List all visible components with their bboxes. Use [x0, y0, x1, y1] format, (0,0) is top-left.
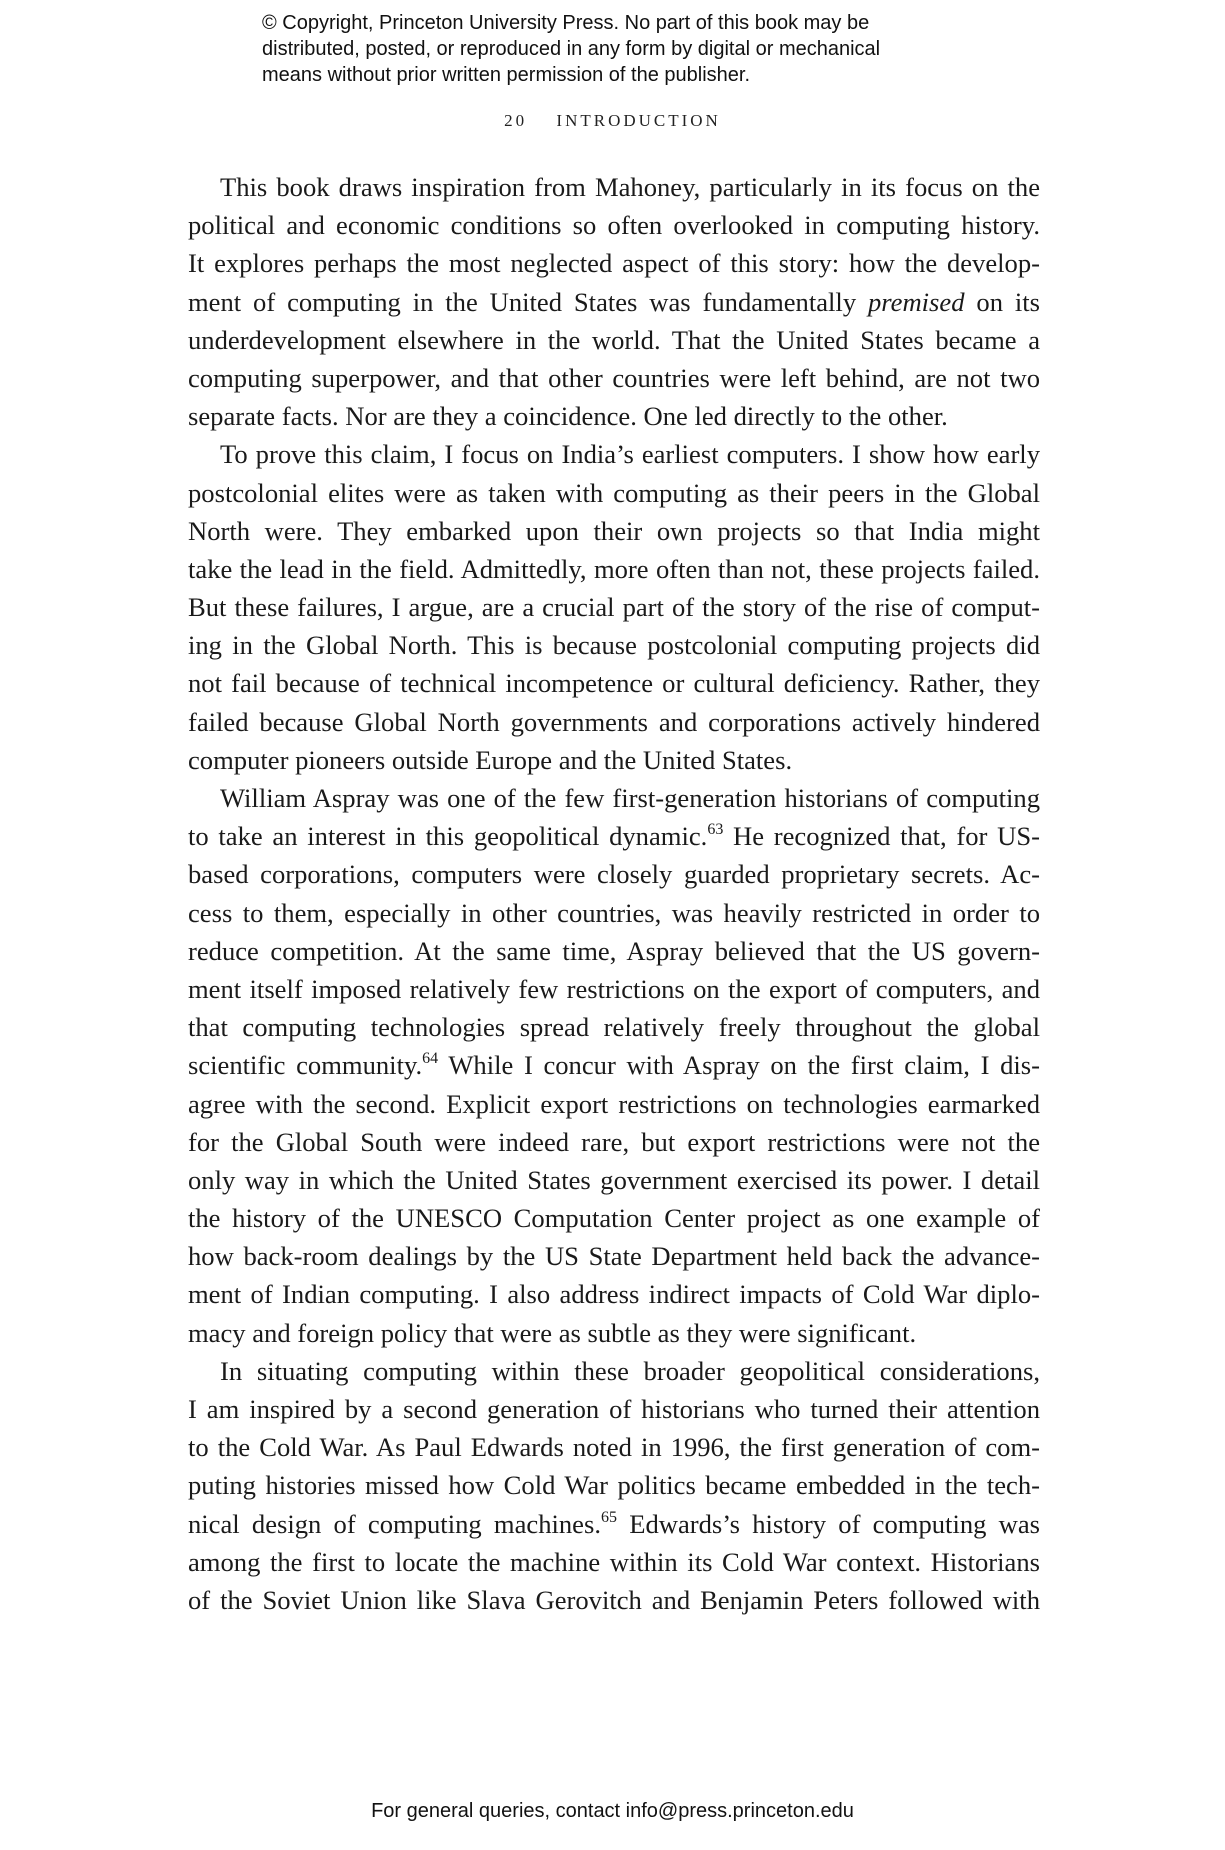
text-line: based corporations, computers were closely guarded proprietary secrets. Ac-	[188, 859, 1040, 890]
page-number: 20	[504, 111, 528, 130]
text-line: computing superpower, and that other countries were left behind, are not two	[188, 362, 1040, 393]
text-line: postcolonial elites were as taken with computing as their peers in the Global	[188, 477, 1040, 508]
text-line: failed because Global North governments and corporations actively hindered	[188, 706, 1040, 737]
text-line: ment itself imposed relatively few restrictions on the export of computers, and	[188, 973, 1040, 1004]
text-line: take the lead in the field. Admittedly, more often than not, these projects failed.	[188, 553, 1040, 584]
text-line: In situating computing within these broader geopolitical considerations,	[220, 1355, 1040, 1386]
text-line: not fail because of technical incompetence or cultural deficiency. Rather, they	[188, 668, 1040, 699]
text-line: But these failures, I argue, are a crucial part of the story of the rise of comput-	[188, 592, 1040, 623]
text-line: how back-room dealings by the US State Department held back the advance-	[188, 1241, 1040, 1272]
text-line: ment of Indian computing. I also address indirect impacts of Cold War diplo-	[188, 1279, 1040, 1310]
running-title: INTRODUCTION	[556, 111, 721, 130]
text-line: for the Global South were indeed rare, but export restrictions were not the	[188, 1126, 1040, 1157]
text-line: agree with the second. Explicit export restrictions on technologies earmarked	[188, 1088, 1040, 1119]
copyright-notice	[262, 10, 982, 88]
text-line: to the Cold War. As Paul Edwards noted in 1996, the first generation of com-	[188, 1432, 1040, 1463]
text-line: only way in which the United States government exercised its power. I detail	[188, 1164, 1040, 1195]
text-line: ing in the Global North. This is because postcolonial computing projects did	[188, 630, 1040, 661]
body-text	[188, 168, 1040, 1619]
text-line: nical design of computing machines.$^{65}$ Edwards’s history of computing was	[188, 1508, 1041, 1539]
text-line: puting histories missed how Cold War politics became embedded in the tech-	[188, 1470, 1040, 1501]
footnote-ref: 65	[600, 1508, 617, 1526]
text-line: among the first to locate the machine within its Cold War context. Historians	[188, 1546, 1040, 1577]
paragraph	[188, 168, 1040, 435]
text-line: I am inspired by a second generation of historians who turned their attention	[188, 1394, 1040, 1424]
footnote-ref: 63	[707, 821, 724, 838]
text-line: the history of the UNESCO Computation Center project as one example of	[188, 1203, 1040, 1234]
copyright-line: means without prior written permission of the publisher.	[262, 64, 751, 86]
footer-contact: For general queries, contact info@press.princeton.edu	[371, 1800, 854, 1822]
text-line: to take an interest in this geopolitical dynamic.$^{63}$ He recognized that, for US-	[188, 821, 1040, 852]
paragraph	[188, 1352, 1040, 1619]
footnote-ref: 64	[422, 1050, 439, 1068]
text-line: It explores perhaps the most neglected aspect of this story: how the develop-	[188, 248, 1040, 279]
text-line: scientific community.$^{64}$ While I concur with Aspray on the first claim, I dis-	[188, 1050, 1040, 1081]
copyright-line: distributed, posted, or reproduced in any form by digital or mechanical	[262, 38, 881, 60]
text-line: ment of computing in the United States was fundamentally premised on its	[188, 286, 1040, 317]
emphasis: premised	[868, 286, 965, 317]
text-line: separate facts. Nor are they a coincidence. One led directly to the other.	[188, 401, 948, 432]
text-line: To prove this claim, I focus on India’s earliest computers. I show how early	[220, 439, 1040, 470]
text-line: cess to them, especially in other countries, was heavily restricted in order to	[188, 897, 1040, 928]
text-line: political and economic conditions so often overlooked in computing history.	[188, 210, 1040, 241]
text-line: that computing technologies spread relatively freely throughout the global	[188, 1012, 1040, 1043]
text-line: computer pioneers outside Europe and the United States.	[188, 744, 793, 775]
text-line: of the Soviet Union like Slava Gerovitch and Benjamin Peters followed with	[188, 1584, 1040, 1615]
running-head	[0, 111, 1225, 131]
text-line: macy and foreign policy that were as subtle as they were significant.	[188, 1317, 917, 1348]
text-line: reduce competition. At the same time, Aspray believed that the US govern-	[188, 935, 1040, 966]
text-line: underdevelopment elsewhere in the world. That the United States became a	[188, 324, 1040, 355]
paragraph	[188, 779, 1040, 1352]
text-line: This book draws inspiration from Mahoney, particularly in its focus on the	[220, 172, 1040, 202]
paragraph	[188, 435, 1040, 779]
copyright-line: © Copyright, Princeton University Press. No part of this book may be	[262, 12, 870, 34]
text-line: William Aspray was one of the few first-generation historians of computing	[220, 783, 1040, 813]
text-line: North were. They embarked upon their own projects so that India might	[188, 515, 1040, 546]
